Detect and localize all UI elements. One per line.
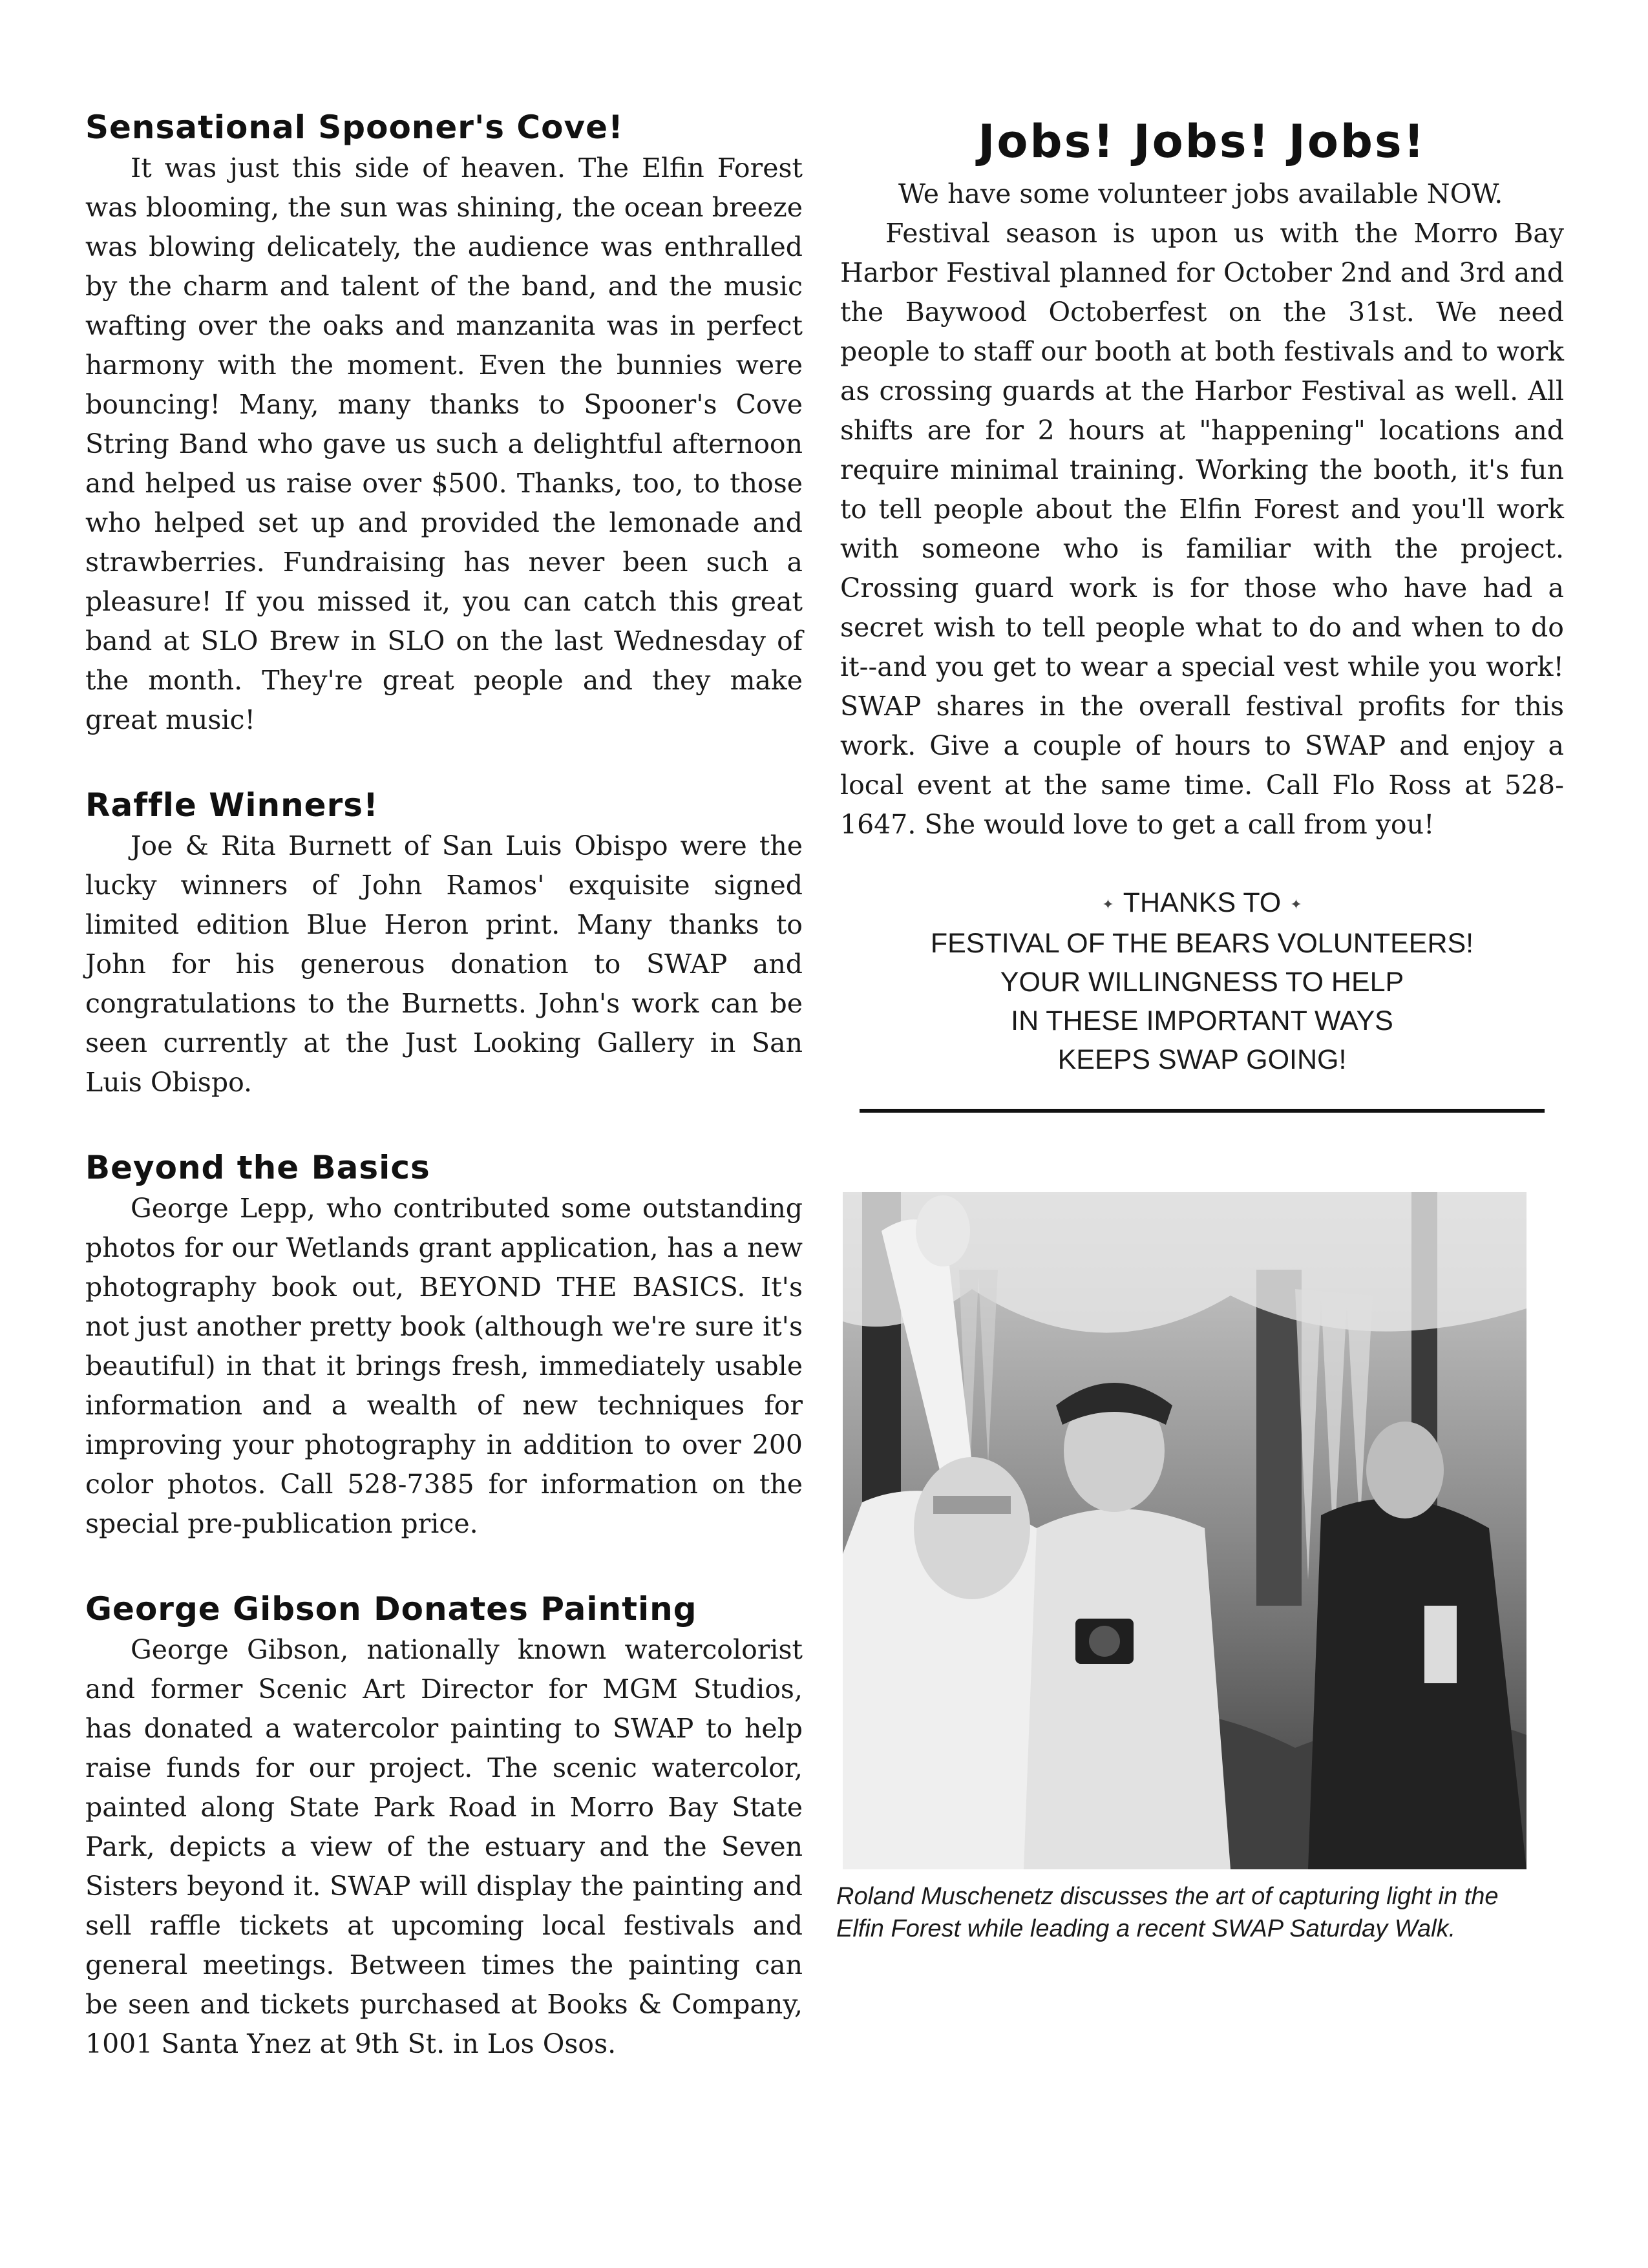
headline: George Gibson Donates Painting [85,1590,697,1628]
article-body: It was just this side of heaven. The Elfin Forest was blooming, the sun was shining, the ocean breeze was blowing delicately, the audience was enthralled by the charm and talent of the band, and the music wafting over the oaks and manzanita was in perfect harmony with the moment. Even the bunnies were bouncing! Many, many thanks to Spooner's Cove String Band who gave us such a delightful afternoon and helped us raise over $500. Thanks, too, to those who helped set up and provided the lemonade and strawberries. Fundraising has never been such a pleasure! If you missed it, you can catch this great band at SLO Brew in SLO on the last Wednesday of the month. They're great people and they make great music! [85,152,803,735]
thanks-line-2: FESTIVAL OF THE BEARS VOLUNTEERS! [930,927,1474,959]
article-raffle-winners [85,786,803,1102]
thanks-line-4: IN THESE IMPORTANT WAYS [1011,1005,1393,1036]
jobs-body [840,174,1564,845]
left-column [85,109,803,2110]
divider-rule [860,1109,1545,1113]
headline: Sensational Spooner's Cove! [85,109,624,146]
article-body: George Gibson, nationally known watercolorist and former Scenic Art Director for MGM Studios, has donated a watercolor painting to SWAP to help raise funds for our project. The scenic watercolor, painted along State Park Road in Morro Bay State Park, depicts a view of the estuary and the Seven Sisters beyond it. SWAP will display the painting and sell raffle tickets at upcoming local festivals and general meetings. Between times the painting can be seen and tickets purchased at Books & Company, 1001 Santa Ynez at 9th St. in Los Osos. [85,1634,803,2059]
headline: Beyond the Basics [85,1149,430,1186]
article-body: Joe & Rita Burnett of San Luis Obispo were the lucky winners of John Ramos' exquisite signed limited edition Blue Heron print. Many thanks to John for his generous donation to SWAP and congratulations to the Burnetts. John's work can be seen currently at the Just Looking Gallery in San Luis Obispo. [85,830,803,1098]
thanks-text: THANKS TO [1123,887,1282,918]
article-george-gibson [85,1590,803,2064]
thanks-line-5: KEEPS SWAP GOING! [1057,1044,1347,1075]
headline: Raffle Winners! [85,786,379,824]
thanks-notice [840,883,1564,1079]
right-column [840,109,1564,1113]
jobs-details: Festival season is upon us with the Morro Bay Harbor Festival planned for October 2nd and 3rd and the Baywood Octoberfest on the 31st. We need people to staff our booth at both festivals and to work as crossing guards at the Harbor Festival as well. All shifts are for 2 hours at "happening" locations and require minimal training. Working the booth, it's fun to tell people about the Elfin Forest and you'll work with someone who is familiar with the project. Crossing guard work is for those who have had a secret wish to tell people what to do and when to do it--and you get to wear a special vest while you work! SWAP shares in the overall festival profits for this work. Give a couple of hours to SWAP and enjoy a local event at the same time. Call Flo Ross at 528-1647. She would love to get a call from you! [840,218,1564,840]
jobs-intro: We have some volunteer jobs available NOW. [898,178,1503,209]
ornament-icon: ✦ [1290,896,1302,912]
photo-caption: Roland Muschenetz discusses the art of capturing light in the Elfin Forest while leading a recent SWAP Saturday Walk. [836,1883,1499,1942]
jobs-title: Jobs! Jobs! Jobs! [978,115,1426,168]
article-body: George Lepp, who contributed some outstanding photos for our Wetlands grant application, has a new photography book out, BEYOND THE BASICS. It's not just another pretty book (although we're sure it's beautiful) in that it brings fresh, immediately usable information and a wealth of new techniques for improving your photography in addition to over 200 color photos. Call 528-7385 for information on the special pre-publication price. [85,1193,803,1539]
ornament-icon: ✦ [1102,896,1114,912]
thanks-line-1 [840,883,1564,924]
thanks-line-3: YOUR WILLINGNESS TO HELP [1000,966,1404,998]
photo-illustration [843,1192,1527,1869]
article-spooners-cove [85,109,803,740]
article-beyond-the-basics [85,1149,803,1544]
walk-photo [843,1192,1527,1869]
